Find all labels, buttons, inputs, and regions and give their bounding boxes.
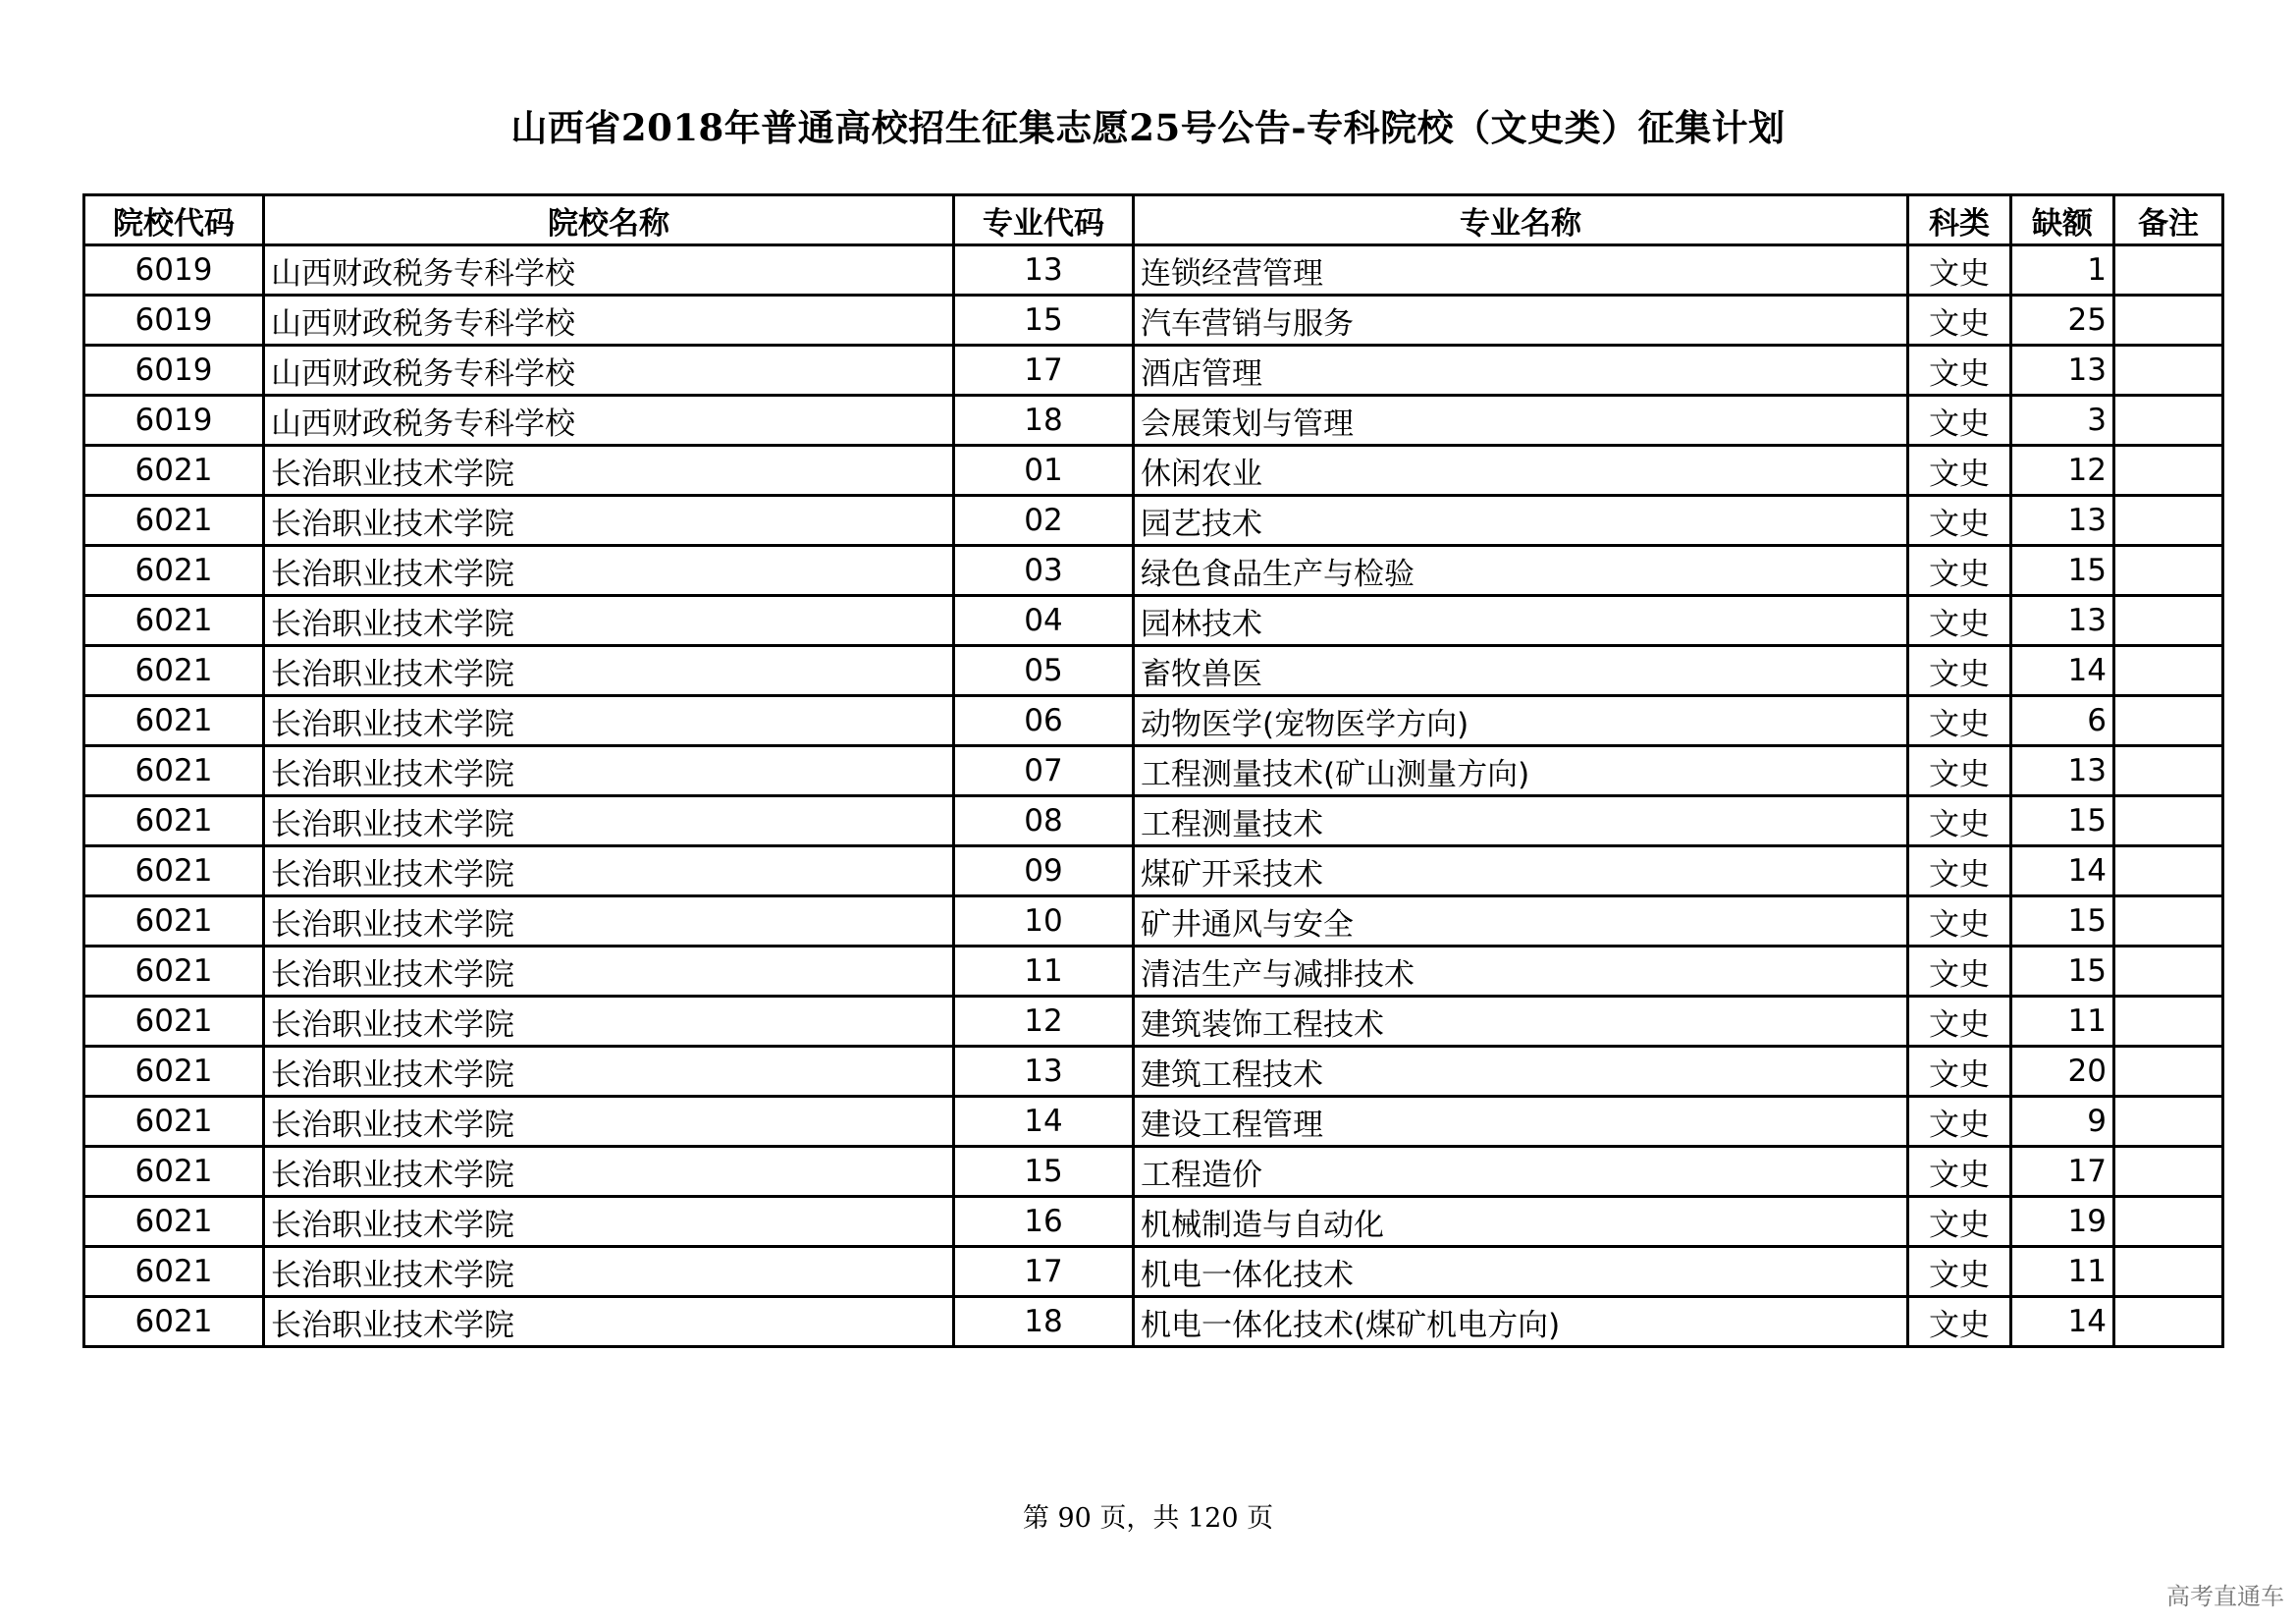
cell-school-name: 山西财政税务专科学校 [264,346,954,396]
cell-major-code: 15 [954,1147,1134,1197]
cell-school-name: 长治职业技术学院 [264,947,954,997]
cell-vacancies: 15 [2011,546,2114,596]
cell-vacancies: 6 [2011,696,2114,746]
table-row [84,997,2223,1047]
cell-major-name: 休闲农业 [1134,446,1908,496]
cell-vacancies: 13 [2011,746,2114,796]
table-row [84,696,2223,746]
table-row [84,596,2223,646]
table-row [84,1297,2223,1347]
cell-school-name: 长治职业技术学院 [264,496,954,546]
cell-school-name: 长治职业技术学院 [264,1197,954,1247]
table-row [84,947,2223,997]
cell-major-name: 矿井通风与安全 [1134,896,1908,947]
cell-remarks [2114,446,2223,496]
cell-vacancies: 17 [2011,1147,2114,1197]
cell-major-name: 机械制造与自动化 [1134,1197,1908,1247]
cell-remarks [2114,696,2223,746]
cell-remarks [2114,546,2223,596]
cell-school-name: 长治职业技术学院 [264,746,954,796]
cell-school-name: 长治职业技术学院 [264,446,954,496]
cell-vacancies: 25 [2011,296,2114,346]
header-school-code: 院校代码 [84,195,264,245]
cell-major-name: 动物医学(宠物医学方向) [1134,696,1908,746]
watermark-text: 高考直通车 [2166,1583,2284,1610]
cell-school-name: 长治职业技术学院 [264,1147,954,1197]
cell-remarks [2114,796,2223,846]
cell-school-code: 6021 [84,1247,264,1297]
cell-category: 文史 [1908,596,2011,646]
cell-school-code: 6021 [84,846,264,896]
cell-major-name: 机电一体化技术 [1134,1247,1908,1297]
cell-major-name: 绿色食品生产与检验 [1134,546,1908,596]
table-header-row [84,195,2223,245]
cell-school-name: 山西财政税务专科学校 [264,396,954,446]
cell-vacancies: 15 [2011,947,2114,997]
header-major-code: 专业代码 [954,195,1134,245]
header-category: 科类 [1908,195,2011,245]
cell-remarks [2114,296,2223,346]
cell-vacancies: 13 [2011,346,2114,396]
cell-school-code: 6021 [84,947,264,997]
cell-vacancies: 14 [2011,646,2114,696]
header-vacancies: 缺额 [2011,195,2114,245]
cell-school-code: 6021 [84,796,264,846]
cell-vacancies: 20 [2011,1047,2114,1097]
cell-major-name: 清洁生产与减排技术 [1134,947,1908,997]
cell-school-name: 长治职业技术学院 [264,596,954,646]
cell-major-code: 10 [954,896,1134,947]
cell-category: 文史 [1908,947,2011,997]
cell-remarks [2114,646,2223,696]
cell-major-code: 08 [954,796,1134,846]
cell-school-code: 6021 [84,1097,264,1147]
cell-remarks [2114,746,2223,796]
cell-major-code: 15 [954,296,1134,346]
table-row [84,296,2223,346]
cell-category: 文史 [1908,746,2011,796]
header-remarks: 备注 [2114,195,2223,245]
table-row [84,1197,2223,1247]
cell-major-name: 建筑装饰工程技术 [1134,997,1908,1047]
cell-school-code: 6021 [84,596,264,646]
cell-vacancies: 11 [2011,1247,2114,1297]
cell-school-name: 长治职业技术学院 [264,846,954,896]
cell-major-code: 17 [954,346,1134,396]
cell-major-code: 07 [954,746,1134,796]
cell-major-name: 工程测量技术 [1134,796,1908,846]
cell-remarks [2114,896,2223,947]
cell-major-name: 连锁经营管理 [1134,245,1908,296]
cell-category: 文史 [1908,1297,2011,1347]
cell-school-name: 长治职业技术学院 [264,1247,954,1297]
cell-remarks [2114,1147,2223,1197]
cell-major-code: 18 [954,1297,1134,1347]
cell-school-name: 长治职业技术学院 [264,796,954,846]
cell-category: 文史 [1908,796,2011,846]
cell-school-name: 长治职业技术学院 [264,646,954,696]
table-row [84,1097,2223,1147]
cell-school-code: 6019 [84,245,264,296]
cell-major-name: 建筑工程技术 [1134,1047,1908,1097]
cell-school-code: 6021 [84,1147,264,1197]
cell-remarks [2114,245,2223,296]
cell-major-code: 01 [954,446,1134,496]
cell-remarks [2114,596,2223,646]
header-school-name: 院校名称 [264,195,954,245]
cell-category: 文史 [1908,1147,2011,1197]
cell-major-code: 06 [954,696,1134,746]
cell-vacancies: 15 [2011,896,2114,947]
cell-remarks [2114,1047,2223,1097]
page-footer: 第 90 页，共 120 页 [1022,1503,1274,1534]
cell-category: 文史 [1908,446,2011,496]
cell-school-code: 6021 [84,997,264,1047]
cell-school-code: 6021 [84,646,264,696]
cell-vacancies: 14 [2011,846,2114,896]
cell-school-code: 6021 [84,446,264,496]
cell-school-name: 长治职业技术学院 [264,1047,954,1097]
cell-school-code: 6021 [84,496,264,546]
table-row [84,846,2223,896]
cell-major-name: 机电一体化技术(煤矿机电方向) [1134,1297,1908,1347]
cell-major-code: 18 [954,396,1134,446]
cell-remarks [2114,346,2223,396]
table-row [84,245,2223,296]
cell-school-code: 6019 [84,346,264,396]
cell-vacancies: 13 [2011,596,2114,646]
cell-category: 文史 [1908,346,2011,396]
cell-school-code: 6021 [84,896,264,947]
cell-remarks [2114,1247,2223,1297]
cell-school-name: 长治职业技术学院 [264,1297,954,1347]
cell-major-name: 建设工程管理 [1134,1097,1908,1147]
cell-major-code: 13 [954,245,1134,296]
cell-school-code: 6021 [84,1297,264,1347]
cell-major-code: 17 [954,1247,1134,1297]
cell-school-name: 长治职业技术学院 [264,997,954,1047]
cell-school-code: 6021 [84,1197,264,1247]
cell-major-name: 酒店管理 [1134,346,1908,396]
cell-school-code: 6019 [84,296,264,346]
cell-category: 文史 [1908,546,2011,596]
cell-category: 文史 [1908,396,2011,446]
cell-school-code: 6021 [84,746,264,796]
table-row [84,546,2223,596]
cell-category: 文史 [1908,245,2011,296]
cell-major-code: 09 [954,846,1134,896]
cell-vacancies: 12 [2011,446,2114,496]
cell-category: 文史 [1908,1197,2011,1247]
cell-school-name: 山西财政税务专科学校 [264,245,954,296]
cell-category: 文史 [1908,1047,2011,1097]
cell-vacancies: 9 [2011,1097,2114,1147]
cell-major-name: 会展策划与管理 [1134,396,1908,446]
cell-remarks [2114,846,2223,896]
cell-major-code: 11 [954,947,1134,997]
cell-major-code: 04 [954,596,1134,646]
cell-category: 文史 [1908,1247,2011,1297]
cell-school-code: 6021 [84,1047,264,1097]
cell-remarks [2114,997,2223,1047]
cell-category: 文史 [1908,896,2011,947]
cell-major-name: 园林技术 [1134,596,1908,646]
table-body [84,245,2223,1347]
cell-school-name: 山西财政税务专科学校 [264,296,954,346]
table-row [84,896,2223,947]
table-row [84,796,2223,846]
cell-school-code: 6021 [84,546,264,596]
cell-category: 文史 [1908,296,2011,346]
cell-major-name: 煤矿开采技术 [1134,846,1908,896]
cell-major-code: 02 [954,496,1134,546]
header-major-name: 专业名称 [1134,195,1908,245]
cell-vacancies: 1 [2011,245,2114,296]
cell-school-name: 长治职业技术学院 [264,896,954,947]
cell-category: 文史 [1908,846,2011,896]
cell-remarks [2114,947,2223,997]
cell-remarks [2114,496,2223,546]
cell-category: 文史 [1908,646,2011,696]
table-row [84,496,2223,546]
cell-remarks [2114,1197,2223,1247]
cell-remarks [2114,1097,2223,1147]
cell-major-name: 工程造价 [1134,1147,1908,1197]
cell-major-name: 园艺技术 [1134,496,1908,546]
cell-major-code: 12 [954,997,1134,1047]
cell-remarks [2114,396,2223,446]
table-row [84,1047,2223,1097]
cell-vacancies: 11 [2011,997,2114,1047]
cell-vacancies: 3 [2011,396,2114,446]
cell-major-code: 13 [954,1047,1134,1097]
cell-remarks [2114,1297,2223,1347]
cell-vacancies: 14 [2011,1297,2114,1347]
table-row [84,746,2223,796]
cell-major-code: 14 [954,1097,1134,1147]
cell-major-name: 工程测量技术(矿山测量方向) [1134,746,1908,796]
cell-major-code: 03 [954,546,1134,596]
table-row [84,346,2223,396]
cell-major-name: 汽车营销与服务 [1134,296,1908,346]
cell-category: 文史 [1908,1097,2011,1147]
table-row [84,446,2223,496]
cell-school-code: 6021 [84,696,264,746]
cell-school-name: 长治职业技术学院 [264,1097,954,1147]
cell-school-name: 长治职业技术学院 [264,546,954,596]
cell-school-code: 6019 [84,396,264,446]
cell-category: 文史 [1908,696,2011,746]
cell-major-code: 05 [954,646,1134,696]
table-row [84,396,2223,446]
table-row [84,646,2223,696]
cell-category: 文史 [1908,997,2011,1047]
table-row [84,1147,2223,1197]
cell-school-name: 长治职业技术学院 [264,696,954,746]
enrollment-plan-table [82,193,2224,1348]
table-row [84,1247,2223,1297]
document-title: 山西省2018年普通高校招生征集志愿25号公告-专科院校（文史类）征集计划 [510,106,1786,149]
cell-vacancies: 15 [2011,796,2114,846]
cell-vacancies: 13 [2011,496,2114,546]
cell-major-code: 16 [954,1197,1134,1247]
cell-category: 文史 [1908,496,2011,546]
cell-major-name: 畜牧兽医 [1134,646,1908,696]
cell-vacancies: 19 [2011,1197,2114,1247]
